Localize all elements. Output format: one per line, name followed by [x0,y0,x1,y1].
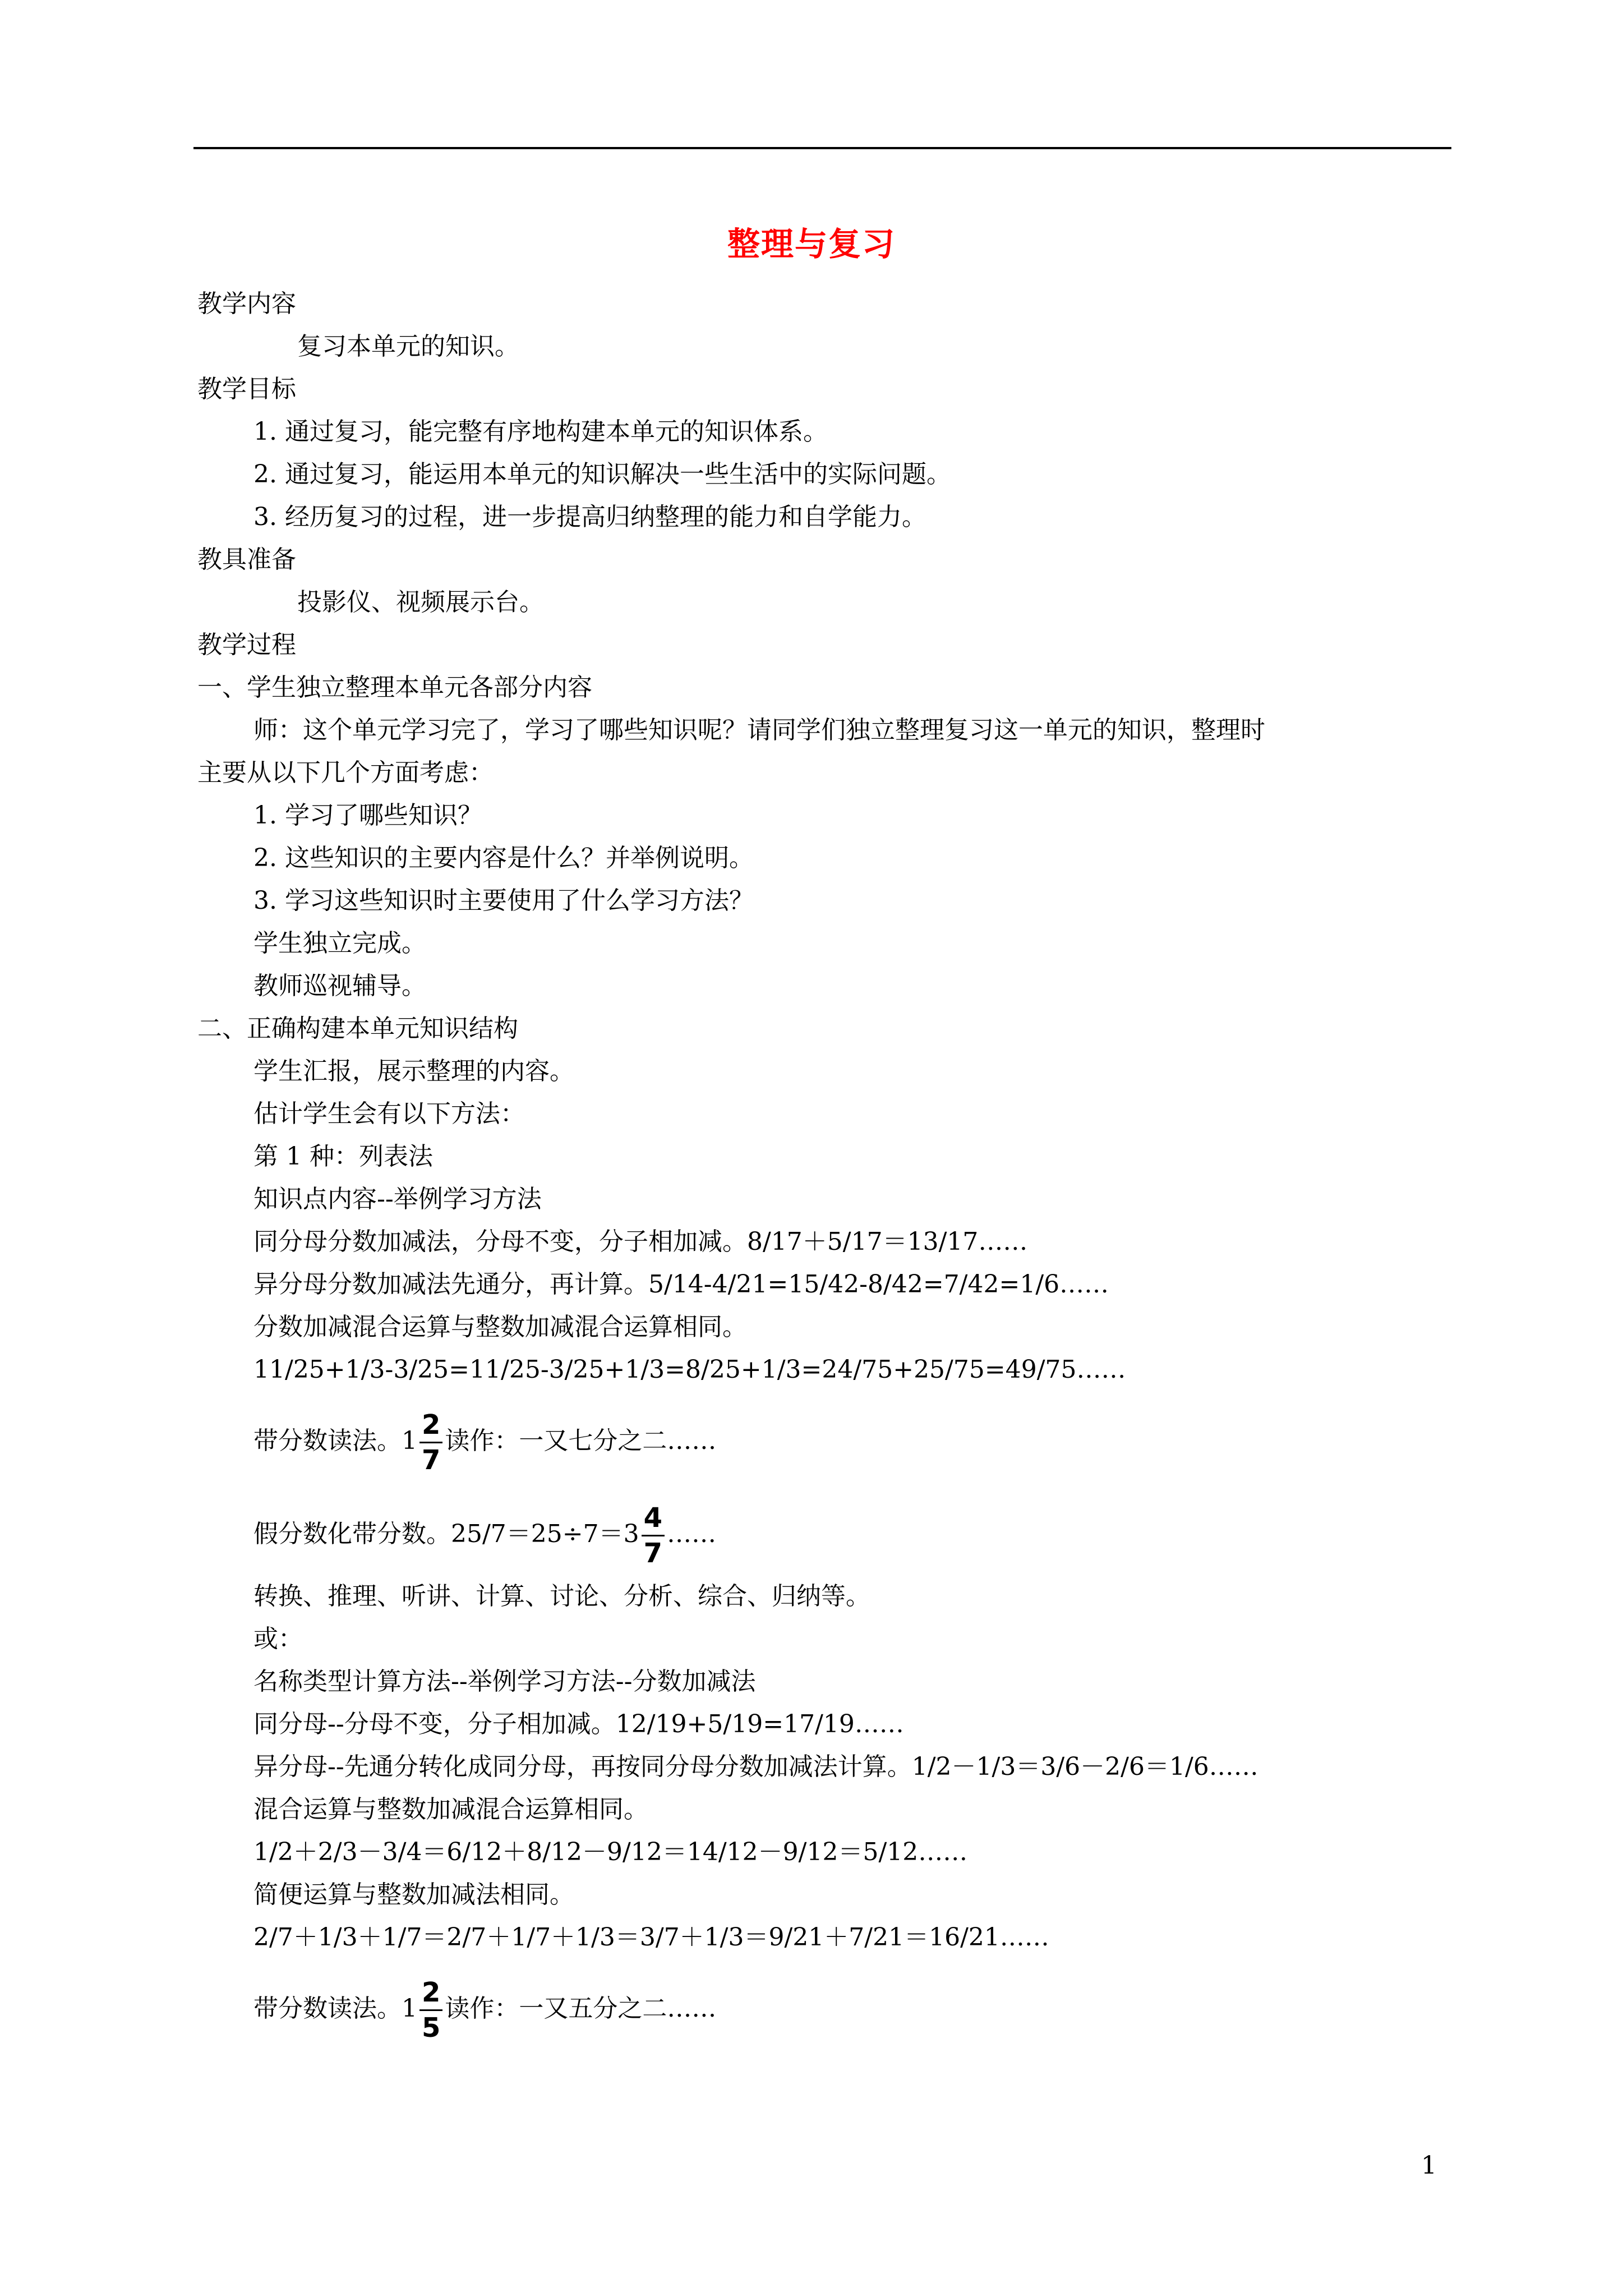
goal-item: 2. 通过复习，能运用本单元的知识解决一些生活中的实际问题。 [253,460,951,489]
paragraph-line: 或： [253,1625,303,1653]
page-title: 整理与复习 [727,225,896,263]
heading-teaching-aids: 教具准备 [197,545,296,574]
question-item: 3. 学习这些知识时主要使用了什么学习方法？ [253,886,754,915]
formula-line: 异分母--先通分转化成同分母，再按同分母分数加减法计算。1/2－1/3＝3/6－2/6＝1/6…… [253,1752,1258,1781]
mixed-number-prefix: 带分数读法。1 [253,1427,417,1455]
formula-line: 同分母--分母不变，分子相加减。12/19+5/19=17/19…… [253,1710,904,1738]
section-heading-2: 二、正确构建本单元知识结构 [197,1014,518,1043]
formula-line: 异分母分数加减法先通分，再计算。5/14-4/21=15/42-8/42=7/42=1/6…… [253,1270,1109,1299]
paragraph-line: 教师巡视辅导。 [253,972,426,1000]
fraction-denominator: 7 [643,1538,663,1569]
question-item: 2. 这些知识的主要内容是什么？并举例说明。 [253,844,754,872]
fraction [419,1411,442,1474]
improper-fraction-line [253,1492,716,1576]
paragraph-line: 学生汇报，展示整理的内容。 [253,1057,574,1085]
formula-line: 1/2＋2/3－3/4＝6/12＋8/12－9/12＝14/12－9/12＝5/12…… [253,1838,968,1866]
paragraph-line: 分数加减混合运算与整数加减混合运算相同。 [253,1313,747,1341]
paragraph-line: 名称类型计算方法--举例学习方法--分数加减法 [253,1667,756,1696]
fraction-numerator: 2 [422,1977,441,2008]
page-number: 1 [1421,2151,1437,2180]
teaching-aids-text: 投影仪、视频展示台。 [297,588,544,616]
mixed-number-line [253,1967,716,2051]
fraction-denominator: 5 [422,2012,441,2044]
mixed-number-suffix: 读作：一又五分之二…… [445,1994,717,2023]
mixed-number-line [253,1399,716,1483]
header-rule [193,147,1451,149]
formula-line: 同分母分数加减法，分母不变，分子相加减。8/17＋5/17＝13/17…… [253,1227,1028,1256]
paragraph-line: 知识点内容--举例学习方法 [253,1185,542,1213]
mixed-number-suffix: 读作：一又七分之二…… [445,1427,717,1455]
question-item: 1. 学习了哪些知识？ [253,801,482,830]
fraction-denominator: 7 [422,1444,441,1476]
mixed-number-prefix: 带分数读法。1 [253,1994,417,2023]
paragraph-line: 师：这个单元学习完了，学习了哪些知识呢？请同学们独立整理复习这一单元的知识，整理时 [253,716,1265,744]
improper-suffix: …… [667,1520,717,1548]
formula-line: 11/25+1/3-3/25=11/25-3/25+1/3=8/25+1/3=24/75+25/75=49/75…… [253,1355,1126,1384]
paragraph-line: 混合运算与整数加减混合运算相同。 [253,1795,648,1824]
goal-item: 3. 经历复习的过程，进一步提高归纳整理的能力和自学能力。 [253,503,926,531]
fraction-numerator: 4 [643,1502,663,1534]
method-heading: 第 1 种：列表法 [253,1142,433,1171]
formula-line: 2/7＋1/3＋1/7＝2/7＋1/7＋1/3＝3/7＋1/3＝9/21＋7/21＝16/21…… [253,1923,1049,1952]
teaching-content-text: 复习本单元的知识。 [297,332,519,361]
heading-teaching-content: 教学内容 [197,289,296,318]
paragraph-line: 估计学生会有以下方法： [253,1099,525,1128]
paragraph-line: 简便运算与整数加减法相同。 [253,1880,574,1909]
heading-teaching-process: 教学过程 [197,631,296,659]
paragraph-line: 学生独立完成。 [253,929,426,958]
heading-teaching-goals: 教学目标 [197,375,296,403]
fraction-numerator: 2 [422,1409,441,1441]
fraction [642,1504,665,1567]
goal-item: 1. 通过复习，能完整有序地构建本单元的知识体系。 [253,417,828,446]
paragraph-line: 转换、推理、听讲、计算、讨论、分析、综合、归纳等。 [253,1582,870,1611]
fraction [419,1977,442,2044]
improper-prefix: 假分数化带分数。25/7＝25÷7＝3 [253,1520,639,1548]
paragraph-line: 主要从以下几个方面考虑： [197,758,494,787]
section-heading-1: 一、学生独立整理本单元各部分内容 [197,673,592,702]
